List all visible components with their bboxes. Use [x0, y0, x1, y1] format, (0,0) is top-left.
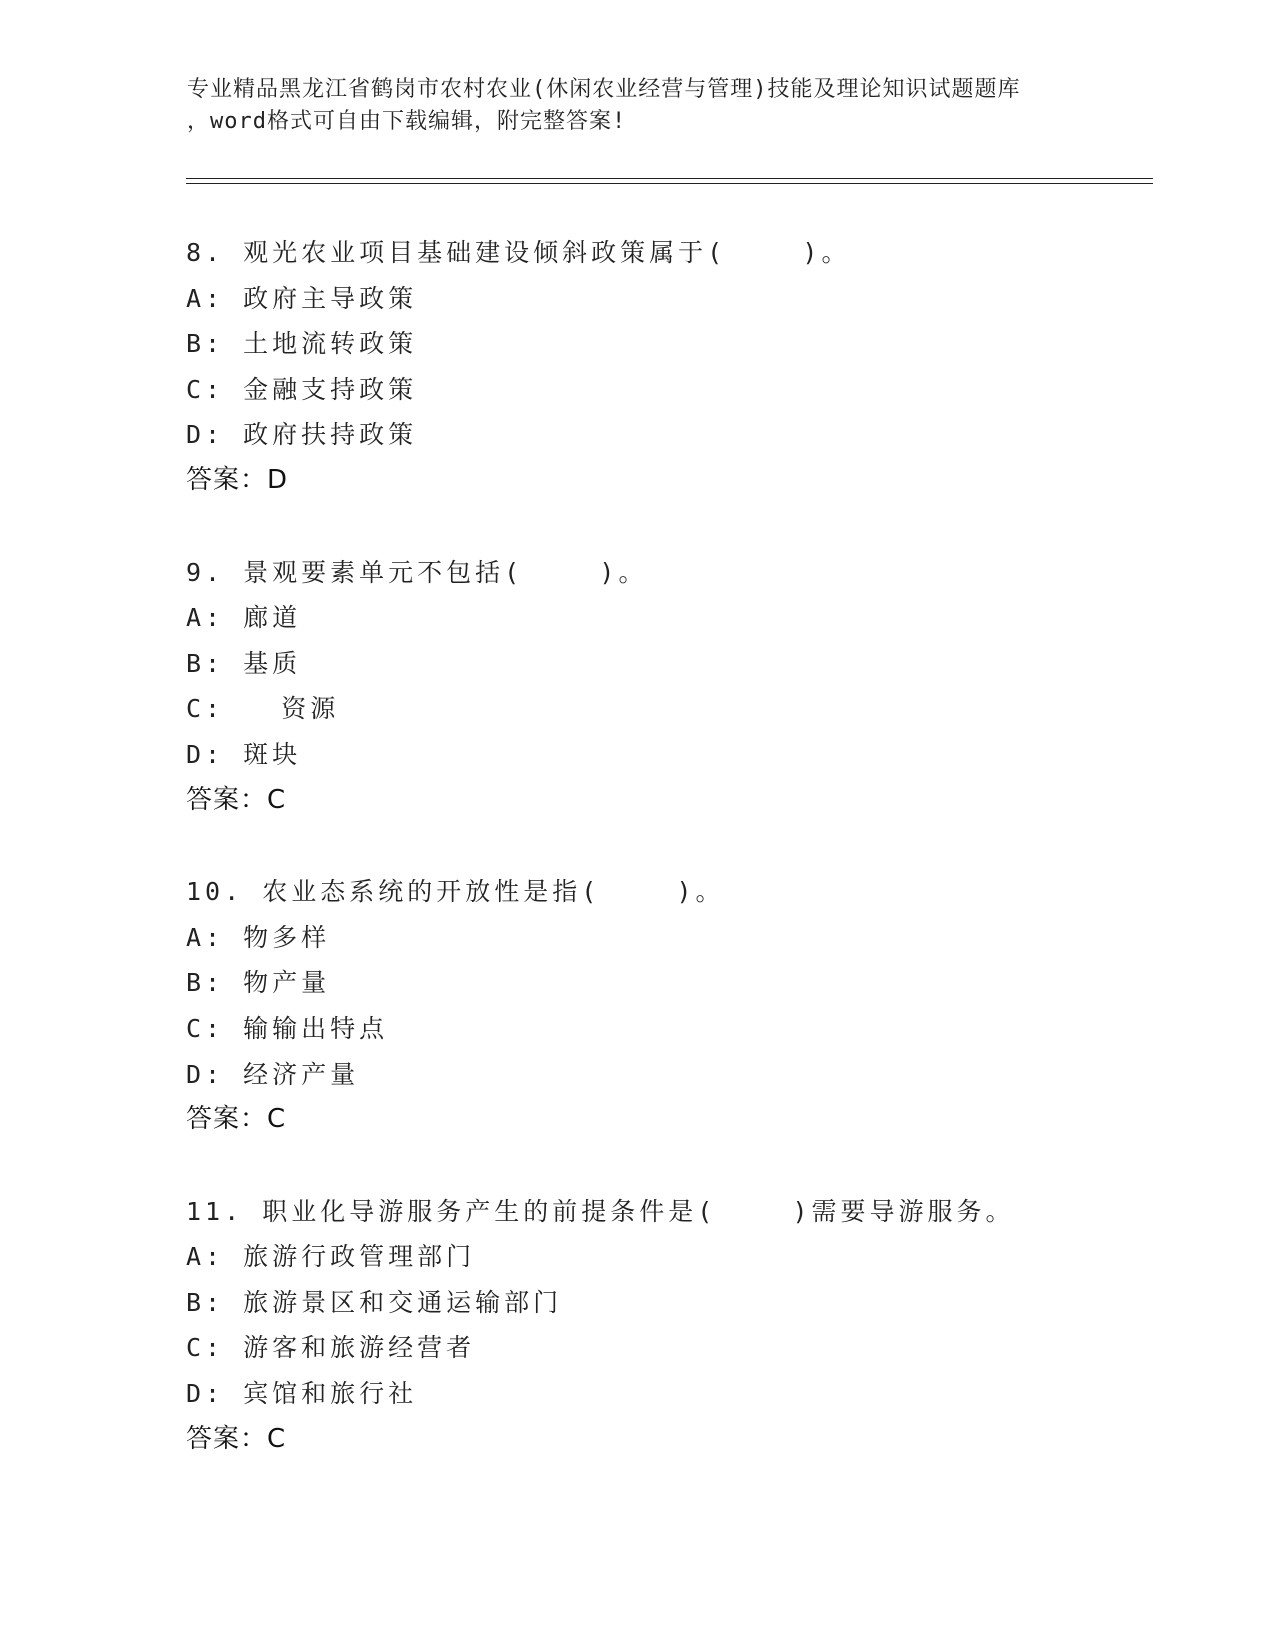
- option-d: D: 斑块: [186, 739, 302, 769]
- question-8: [186, 230, 1186, 504]
- option-d: D: 宾馆和旅行社: [186, 1379, 418, 1409]
- option-a: A: 物多样: [186, 922, 331, 952]
- question-text: 8. 观光农业项目基础建设倾斜政策属于( )。: [186, 238, 851, 267]
- answer-line: 答案：C: [186, 1104, 287, 1135]
- answer-line: 答案：C: [186, 784, 287, 815]
- option-c: C: 游客和旅游经营者: [186, 1333, 476, 1363]
- header-divider-top: [186, 178, 1153, 179]
- option-c: C: 资源: [186, 694, 340, 724]
- question-10: [186, 869, 1186, 1143]
- question-text: 10. 农业态系统的开放性是指( )。: [186, 877, 725, 907]
- option-b: B: 土地流转政策: [186, 329, 418, 359]
- option-a: A: 政府主导政策: [186, 283, 418, 313]
- answer-line: 答案：D: [186, 464, 289, 495]
- option-d: D: 政府扶持政策: [186, 420, 418, 450]
- option-b: B: 旅游景区和交通运输部门: [186, 1287, 563, 1317]
- option-b: B: 物产量: [186, 968, 331, 998]
- question-9: [186, 550, 1186, 824]
- question-text: 9. 景观要素单元不包括( )。: [186, 557, 648, 587]
- header-title-line-2: ，word格式可自由下载编辑，附完整答案!: [187, 109, 627, 134]
- document-header: [187, 74, 1107, 138]
- answer-line: 答案：C: [186, 1423, 287, 1454]
- question-list: [186, 230, 1186, 1508]
- option-c: C: 输输出特点: [186, 1013, 389, 1043]
- header-title-line-1: 专业精品黑龙江省鹤岗市农村农业(休闲农业经营与管理)技能及理论知识试题题库: [187, 77, 1021, 102]
- option-b: B: 基质: [186, 648, 302, 678]
- question-11: [186, 1189, 1186, 1463]
- option-a: A: 廊道: [186, 603, 302, 633]
- option-d: D: 经济产量: [186, 1059, 360, 1089]
- option-c: C: 金融支持政策: [186, 374, 418, 404]
- header-divider-bottom: [186, 183, 1153, 184]
- question-text: 11. 职业化导游服务产生的前提条件是( )需要导游服务。: [186, 1196, 1015, 1226]
- option-a: A: 旅游行政管理部门: [186, 1242, 476, 1272]
